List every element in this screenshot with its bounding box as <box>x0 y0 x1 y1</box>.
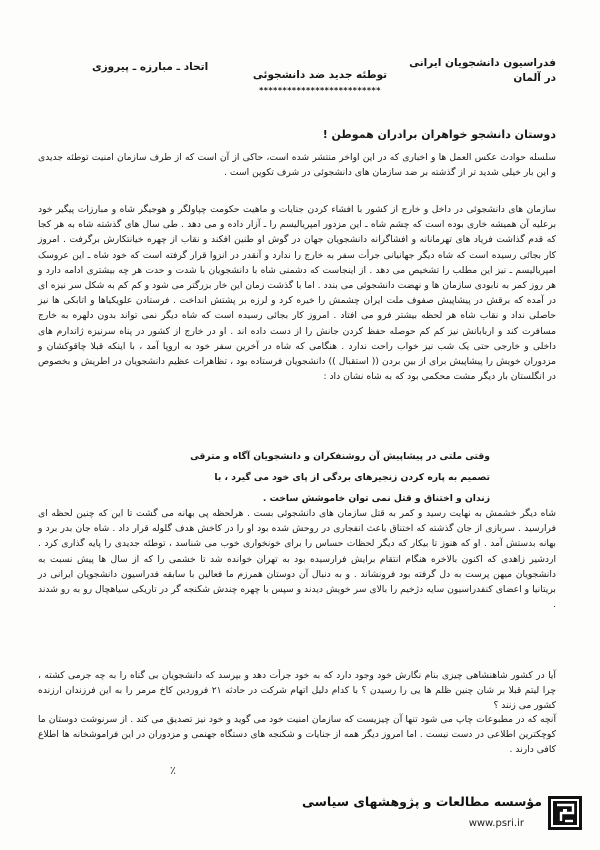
organization-name: فدراسیون دانشجویان ایرانی <box>409 57 556 69</box>
paragraph-text: آنچه که در مطبوعات چاپ می شود تنها آن چیزیست که سازمان امنیت خود می گوید و خود نیز تصدیق می کند . از سرنوشت دوستان ما کوچکترین اطلاعی در دست نیست . اما امروز دیگر همه از جنایات و شکنجه های دستگاه جهنمی و مزدوران در این فراموشخانه ها اطلاع کافی دارند . <box>38 714 556 756</box>
paragraph-intro <box>38 150 556 180</box>
organization-location: در آلمان <box>513 72 556 84</box>
watermark-footer <box>256 792 586 844</box>
title-underline-stars: ************************** <box>259 86 381 95</box>
paragraph-conspiracy <box>38 506 556 612</box>
organization-header <box>409 56 556 86</box>
paragraph-text: آیا در کشور شاهنشاهی چیزی بنام نگارش خود وجود دارد که به خود جرأت دهد و بپرسد که دانشجویان بی گناه را به چه جرمی کشته ، چرا لیتم قبلا بر شان چنین ظلم ها یی را رسیدن ؟ با کدام دلیل اتهام شرکت در حادثه ۲۱ فروردین کاخ مرمر را به این فرزندان ارزنده کشور می زنند ؟ <box>38 670 556 712</box>
document-title: توطئه جدید ضد دانشجوئی <box>252 69 388 81</box>
salutation: دوستان دانشجو خواهران برادران هموطن ! <box>322 128 556 141</box>
paragraph-text: سلسله حوادث عکس العمل ها و اخباری که در این اواخر منتشر شده است، حاکی از آن است که از طرف سازمان امنیت توطئه جدیدی و این بار خیلی شدید تر از گذشته بر ضد سازمان های دانشجوئی در شرف تکوین است . <box>38 152 556 179</box>
margin-mark: ٪ <box>170 764 176 777</box>
institute-url: www.psri.ir <box>468 818 524 829</box>
verse-line: وقتی ملتی در پیشاپیش آن روشنفکران و دانشجویان آگاه و مترقی <box>190 451 490 462</box>
paragraph-text: شاه دیگر خشمش به نهایت رسید و کمر به قتل سازمان های دانشجوئی بست . هرلحظه پی بهانه می گشت تا این که چنین لحظه ای فرارسید . سربازی از جان گذشته که اختناق باعث انفجاری در روحش شده بود او را در کاخش هدف گلوله قرار داد . شاه جان بدر برد و بهانه بدستش آمد . او که هنوز تا بیکار که دیگر لحظات حساس را برای خونخواری خوب می شناسد ، توطئه جدیدی را پایه گذاری کرد . اردشیر زاهدی که اکنون بالاخره هنگام انتقام برایش فرارسیده بود به تهران خوانده شد تا خشمی را که از سال ها پیش نسبت به دانشجویان میهن پرست به دل گرفته بود فرونشاند . و به دنبال آن دوستان همرزم ما فعالین با سابقه فدراسیون دانشجویان ایرانی در بریتانیا و اعضای کنفدراسیون سایه دژخیم را بالای سر خویش دیدند و سپس با چهره چندش شکنجه گر در تاریکی سیاهچال رو به رو شدند . <box>38 508 556 611</box>
verse-line: زندان و اختناق و قتل نمی توان خاموشش ساخت . <box>262 493 490 504</box>
verse-line: تصمیم به پاره کردن زنجیرهای بردگی از پای خود می گیرد ، با <box>214 472 490 483</box>
paragraph-question <box>38 668 556 714</box>
document-title-block <box>240 68 400 98</box>
paragraph-press <box>38 712 556 758</box>
institute-name: مؤسسه مطالعات و پژوهشهای سیاسی <box>301 794 542 809</box>
psri-logo-icon <box>548 796 582 830</box>
paragraph-text: سازمان های دانشجوئی در داخل و خارج از کشور با افشاء کردن جنایات و ماهیت حکومت چپاولگر و هوجیگر شاه و مبارزات پیگیر خود برعلیه آن همیشه خاری بوده است که چشم شاه ـ این مزدور امپریالیسم را ـ آزار داده و می دهد . طی سال های گذشته شاه به هر کجا که قدم گذاشت فریاد های تهرمانانه و افشاگرانه دانشجویان جهان در گوش او طنین افکند و نقاب از چهره خیانتکارش برگرفت . امروز کار بجائی رسیده است که شاه دیگر جهانیانی جرأت سفر به خارج را ندارد و آنقدر در انزوا قرار گرفته است که خود شاه ـ این عروسک امپریالیسم ـ نیز این مطلب را تشخیص می دهد . از اینجاست که دشمنی شاه با دانشجویان با شدت و حدت هر چه بیشتری ادامه دارد و هر روز کمر به نابودی سازمان ها و نهضت دانشجوئی می بندد . اما با گذشت زمان این خار بزرگتر می شود و کم کم به شکل سر نیزه ای در آمده که برقش در پیشاپیش صفوف ملت ایران چشمش را خیره کرد و لرزه بر پشتش انداخت . فرستادن علویکیاها و اتابکی ها نیز حاصلی نداد و نقاب شاه هر لحظه بیشتر فرو می افتاد . امروز کار بجائی رسیده است که شاه دیگر نمی تواند بدون دلهره به خارج مسافرت کند و اربابانش نیز کم کم حوصله حفظ کردن جانش را از دست داده اند . او در خارج از کشور در پناه سرنیزه ژاندارم های داخلی و خارجی حتی یک شب نیز خواب راحت ندارد . هنگامی که شاه در آخرین سفر خود به اروپا آمد ، با اینکه قبلا چاقوکشان و مزدوران خویش را پیشاپیش برای از بین بردن (( استقبال )) دانشجویان فرستاده بود ، تظاهرات عظیم دانشجویان در اطریش و بخصوص در انگلستان بار دیگر مشت محکمی بود که به شاه نشان داد : <box>38 204 556 383</box>
slogan: اتحاد ـ مبارزه ـ پیروزی <box>92 61 209 73</box>
paragraph-background <box>38 202 556 384</box>
quoted-verse <box>160 446 490 509</box>
